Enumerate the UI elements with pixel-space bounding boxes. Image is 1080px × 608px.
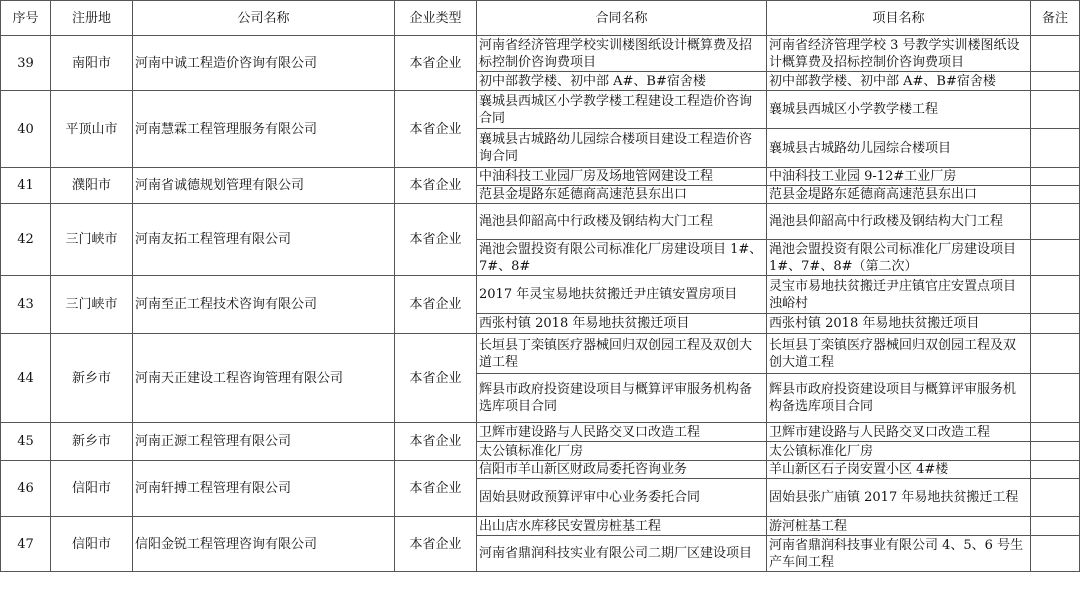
row-remark	[1031, 204, 1080, 240]
table-row	[1, 276, 1080, 314]
row-region: 新乡市	[51, 334, 133, 423]
header-no: 序号	[1, 1, 51, 36]
row-project: 西张村镇 2018 年易地扶贫搬迁项目	[767, 314, 1031, 334]
row-remark	[1031, 36, 1080, 72]
row-contract: 渑池会盟投资有限公司标准化厂房建设项目 1#、7#、8#	[477, 240, 767, 276]
row-company: 河南慧霖工程管理服务有限公司	[133, 91, 395, 168]
header-project: 项目名称	[767, 1, 1031, 36]
row-project: 范县金堤路东延德商高速范县东出口	[767, 186, 1031, 204]
row-contract: 太公镇标准化厂房	[477, 442, 767, 461]
row-contract: 渑池县仰韶高中行政楼及钢结构大门工程	[477, 204, 767, 240]
table-row	[1, 36, 1080, 72]
row-project: 襄城县古城路幼儿园综合楼项目	[767, 129, 1031, 168]
row-company: 河南正源工程管理有限公司	[133, 423, 395, 461]
row-remark	[1031, 536, 1080, 572]
row-company: 河南轩搏工程管理有限公司	[133, 461, 395, 517]
row-number: 43	[1, 276, 51, 334]
row-remark	[1031, 334, 1080, 374]
header-company: 公司名称	[133, 1, 395, 36]
header-region: 注册地	[51, 1, 133, 36]
row-number: 46	[1, 461, 51, 517]
row-contract: 固始县财政预算评审中心业务委托合同	[477, 479, 767, 517]
row-remark	[1031, 240, 1080, 276]
row-region: 信阳市	[51, 517, 133, 572]
row-company: 河南天正建设工程咨询管理有限公司	[133, 334, 395, 423]
row-remark	[1031, 91, 1080, 129]
row-number: 44	[1, 334, 51, 423]
row-remark	[1031, 442, 1080, 461]
row-number: 45	[1, 423, 51, 461]
header-contract: 合同名称	[477, 1, 767, 36]
table-body	[1, 36, 1080, 572]
row-remark	[1031, 72, 1080, 91]
row-region: 新乡市	[51, 423, 133, 461]
row-remark	[1031, 374, 1080, 423]
row-type: 本省企业	[395, 423, 477, 461]
row-contract: 西张村镇 2018 年易地扶贫搬迁项目	[477, 314, 767, 334]
row-remark	[1031, 129, 1080, 168]
row-contract: 初中部教学楼、初中部 A#、B#宿舍楼	[477, 72, 767, 91]
row-contract: 襄城县西城区小学教学楼工程建设工程造价咨询合同	[477, 91, 767, 129]
row-type: 本省企业	[395, 168, 477, 204]
row-project: 渑池会盟投资有限公司标准化厂房建设项目 1#、7#、8#（第二次）	[767, 240, 1031, 276]
row-company: 信阳金锐工程管理咨询有限公司	[133, 517, 395, 572]
row-project: 襄城县西城区小学教学楼工程	[767, 91, 1031, 129]
row-contract: 出山店水库移民安置房桩基工程	[477, 517, 767, 536]
row-project: 卫辉市建设路与人民路交叉口改造工程	[767, 423, 1031, 442]
row-region: 三门峡市	[51, 276, 133, 334]
row-contract: 范县金堤路东延德商高速范县东出口	[477, 186, 767, 204]
row-project: 中油科技工业园 9-12#工业厂房	[767, 168, 1031, 186]
row-contract: 中油科技工业园厂房及场地管网建设工程	[477, 168, 767, 186]
row-type: 本省企业	[395, 461, 477, 517]
row-contract: 河南省鼎润科技实业有限公司二期厂区建设项目	[477, 536, 767, 572]
row-remark	[1031, 423, 1080, 442]
row-contract: 河南省经济管理学校实训楼图纸设计概算费及招标控制价咨询费项目	[477, 36, 767, 72]
row-type: 本省企业	[395, 334, 477, 423]
row-project: 羊山新区石子岗安置小区 4#楼	[767, 461, 1031, 479]
row-remark	[1031, 186, 1080, 204]
table-row	[1, 423, 1080, 442]
row-type: 本省企业	[395, 91, 477, 168]
row-contract: 信阳市羊山新区财政局委托咨询业务	[477, 461, 767, 479]
header-remark: 备注	[1031, 1, 1080, 36]
row-project: 河南省经济管理学校 3 号教学实训楼图纸设计概算费及招标控制价咨询费项目	[767, 36, 1031, 72]
row-remark	[1031, 479, 1080, 517]
row-project: 河南省鼎润科技事业有限公司 4、5、6 号生产车间工程	[767, 536, 1031, 572]
row-region: 濮阳市	[51, 168, 133, 204]
header-row	[1, 1, 1080, 36]
row-type: 本省企业	[395, 36, 477, 91]
row-company: 河南至正工程技术咨询有限公司	[133, 276, 395, 334]
row-number: 40	[1, 91, 51, 168]
row-project: 渑池县仰韶高中行政楼及钢结构大门工程	[767, 204, 1031, 240]
table-row	[1, 204, 1080, 240]
row-number: 47	[1, 517, 51, 572]
row-number: 41	[1, 168, 51, 204]
row-number: 39	[1, 36, 51, 91]
table-row	[1, 517, 1080, 536]
row-type: 本省企业	[395, 276, 477, 334]
row-project: 辉县市政府投资建设项目与概算评审服务机构备选库项目合同	[767, 374, 1031, 423]
row-project: 太公镇标准化厂房	[767, 442, 1031, 461]
row-project: 灵宝市易地扶贫搬迁尹庄镇官庄安置点项目浊峪村	[767, 276, 1031, 314]
row-remark	[1031, 461, 1080, 479]
row-remark	[1031, 276, 1080, 314]
row-contract: 卫辉市建设路与人民路交叉口改造工程	[477, 423, 767, 442]
row-region: 南阳市	[51, 36, 133, 91]
row-project: 初中部教学楼、初中部 A#、B#宿舍楼	[767, 72, 1031, 91]
row-number: 42	[1, 204, 51, 276]
row-region: 信阳市	[51, 461, 133, 517]
table-row	[1, 91, 1080, 129]
row-project: 长垣县丁栾镇医疗器械回归双创园工程及双创大道工程	[767, 334, 1031, 374]
row-type: 本省企业	[395, 517, 477, 572]
row-remark	[1031, 517, 1080, 536]
table-row	[1, 168, 1080, 186]
row-project: 固始县张广庙镇 2017 年易地扶贫搬迁工程	[767, 479, 1031, 517]
row-region: 三门峡市	[51, 204, 133, 276]
row-remark	[1031, 314, 1080, 334]
row-contract: 长垣县丁栾镇医疗器械回归双创园工程及双创大道工程	[477, 334, 767, 374]
table-header	[1, 1, 1080, 36]
row-contract: 辉县市政府投资建设项目与概算评审服务机构备选库项目合同	[477, 374, 767, 423]
table-row	[1, 334, 1080, 374]
row-project: 游河桩基工程	[767, 517, 1031, 536]
row-region: 平顶山市	[51, 91, 133, 168]
row-company: 河南中诚工程造价咨询有限公司	[133, 36, 395, 91]
header-type: 企业类型	[395, 1, 477, 36]
row-type: 本省企业	[395, 204, 477, 276]
row-contract: 2017 年灵宝易地扶贫搬迁尹庄镇安置房项目	[477, 276, 767, 314]
row-company: 河南省诚德规划管理有限公司	[133, 168, 395, 204]
row-contract: 襄城县古城路幼儿园综合楼项目建设工程造价咨询合同	[477, 129, 767, 168]
row-company: 河南友拓工程管理有限公司	[133, 204, 395, 276]
row-remark	[1031, 168, 1080, 186]
table-row	[1, 461, 1080, 479]
